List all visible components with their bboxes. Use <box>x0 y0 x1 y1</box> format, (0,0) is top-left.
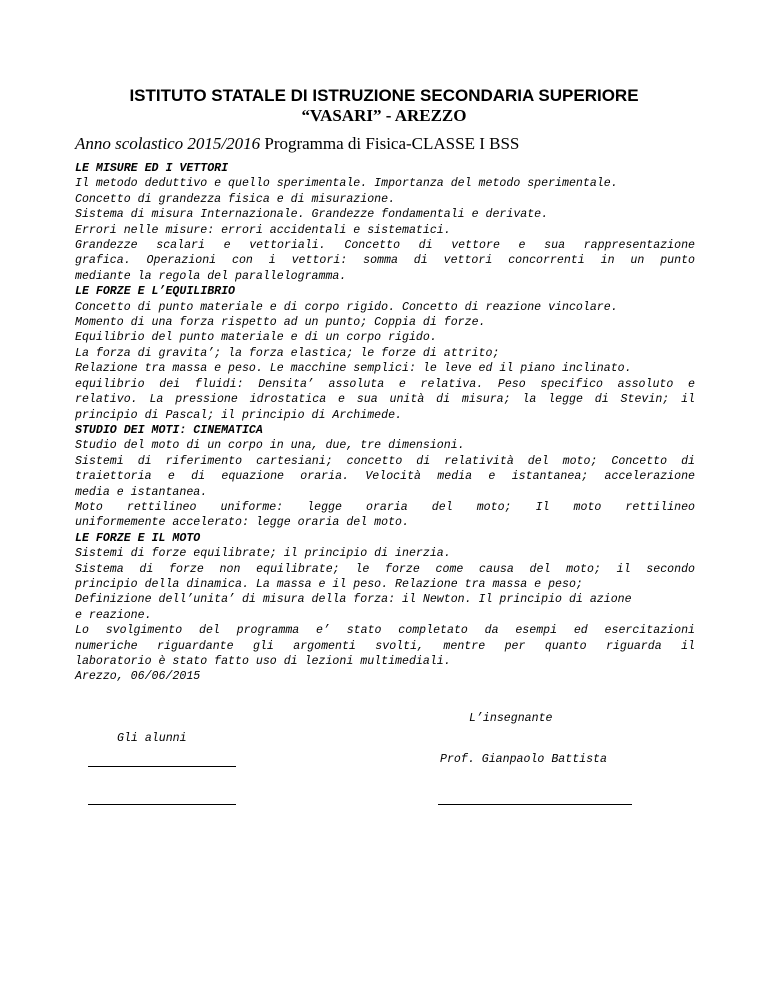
text-line: principio della dinamica. La massa e il peso. Relazione tra massa e peso; <box>75 577 583 591</box>
text-line: Concetto di punto materiale e di corpo rigido. Concetto di reazione vincolare. <box>75 300 618 314</box>
text-line: traiettoria e di equazione oraria. Velocità media e istantanea; accelerazione <box>75 470 695 484</box>
text-line: Sistemi di riferimento cartesiani; concetto di relatività del moto; Concetto di <box>75 454 695 468</box>
text-line: mediante la regola del parallelogramma. <box>75 269 347 283</box>
section-heading: LE MISURE ED I VETTORI <box>75 162 229 175</box>
teacher-signature-line <box>438 804 632 805</box>
section-heading: STUDIO DEI MOTI: CINEMATICA <box>75 423 263 437</box>
section-heading: LE FORZE E L’EQUILIBRIO <box>75 285 236 299</box>
text-line: Moto rettilineo uniforme: legge oraria del moto; Il moto rettilineo <box>75 500 695 514</box>
text-line: Relazione tra massa e peso. Le macchine semplici: le leve ed il piano inclinato. <box>75 362 632 376</box>
place-date: Arezzo, 06/06/2015 <box>75 670 201 684</box>
program-title: Programma di Fisica-CLASSE I BSS <box>260 134 520 153</box>
text-line: Grandezze scalari e vettoriali. Concetto di vettore e sua rappresentazione <box>75 239 695 253</box>
text-line: Concetto di grandezza fisica e di misurazione. <box>75 192 396 206</box>
text-line: equilibrio dei fluidi: Densita’ assoluta e relativa. Peso specifico assoluto e <box>75 377 695 391</box>
closing-line: laboratorio è stato fatto uso di lezioni multimediali. <box>75 655 451 668</box>
text-line: uniformemente accelerato: legge oraria del moto. <box>75 516 409 530</box>
student-signature-line <box>88 804 236 805</box>
student-signature-line <box>88 766 236 767</box>
text-line: grafica. Operazioni con i vettori: somma di vettori concorrenti in un punto <box>75 254 695 268</box>
document-subtitle <box>75 133 715 155</box>
text-line: Momento di una forza rispetto ad un punto; Coppia di forze. <box>75 316 486 330</box>
school-name: “VASARI” - AREZZO <box>301 106 467 125</box>
text-line: Studio del moto di un corpo in una, due, tre dimensioni. <box>75 439 465 453</box>
teacher-name: Prof. Gianpaolo Battista <box>440 753 607 766</box>
teacher-label: L’insegnante <box>469 712 553 725</box>
program-body <box>75 161 695 685</box>
text-line: media e istantanea. <box>75 485 208 499</box>
school-title: ISTITUTO STATALE DI ISTRUZIONE SECONDARIA SUPERIORE <box>129 86 639 105</box>
text-line: Sistema di misura Internazionale. Grandezze fondamentali e derivate. <box>75 208 549 222</box>
closing-line: numeriche riguardante gli argomenti svolti, mentre per quanto riguarda il <box>75 639 695 653</box>
text-line: La forza di gravita’; la forza elastica; le forze di attrito; <box>75 346 500 360</box>
text-line: Definizione dell’unita’ di misura della forza: il Newton. Il principio di azione <box>75 593 632 607</box>
text-line: Errori nelle misure: errori accidentali e sistematici. <box>75 223 451 237</box>
text-line: Sistemi di forze equilibrate; il principio di inerzia. <box>75 547 451 561</box>
text-line: Equilibrio del punto materiale e di un corpo rigido. <box>75 331 437 345</box>
text-line: e reazione. <box>75 608 152 622</box>
section-heading: LE FORZE E IL MOTO <box>75 531 201 545</box>
text-line: principio di Pascal; il principio di Archimede. <box>75 408 402 422</box>
closing-line: Lo svolgimento del programma e’ stato completato da esempi ed esercitazioni <box>75 624 695 638</box>
school-year: Anno scolastico 2015/2016 <box>75 134 261 153</box>
text-line: Sistema di forze non equilibrate; le forze come causa del moto; il secondo <box>75 562 695 576</box>
text-line: relativo. La pressione idrostatica e sua unità di misura; la legge di Stevin; il <box>75 393 695 407</box>
students-label: Gli alunni <box>117 732 187 745</box>
text-line: Il metodo deduttivo e quello sperimentale. Importanza del metodo sperimentale. <box>75 177 618 191</box>
